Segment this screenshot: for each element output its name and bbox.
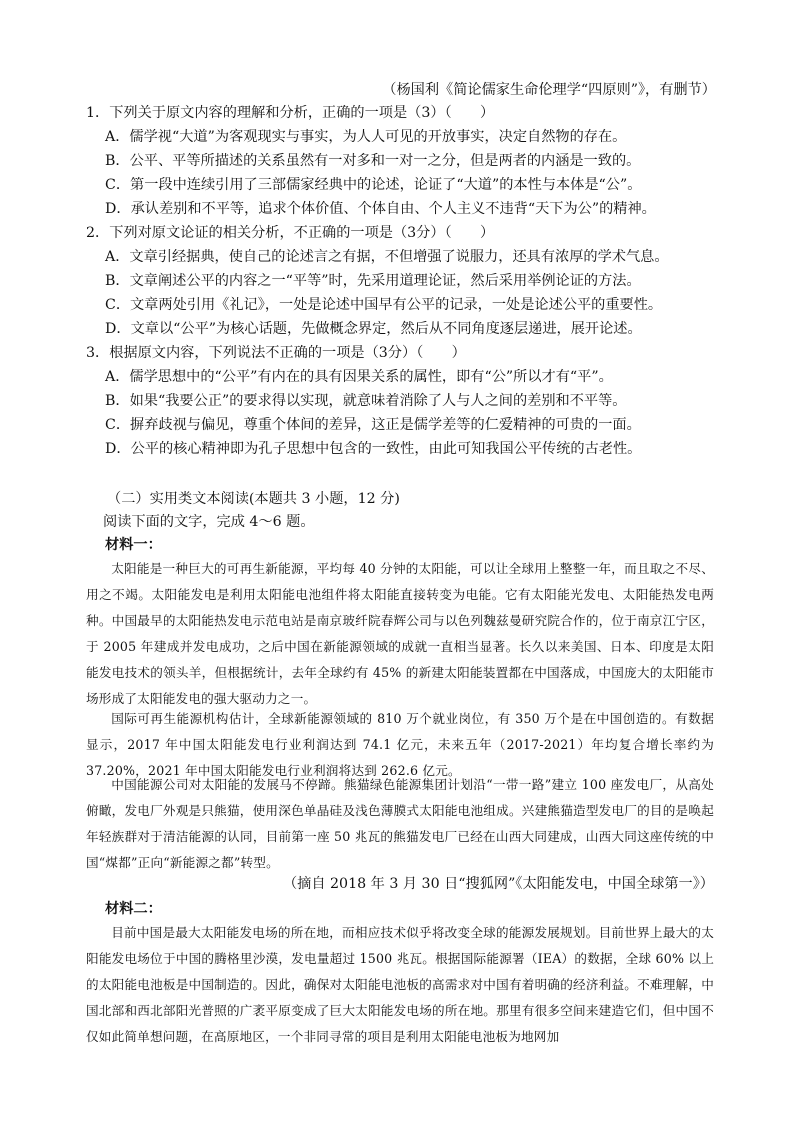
question-3-stem: 3．根据原文内容，下列说法不正确的一项是（3分）（ ） bbox=[86, 345, 466, 361]
material-1-heading: 材料一： bbox=[105, 537, 162, 553]
question-3-option-a: A．儒学思想中的“公平”有内在的具有因果关系的属性，即有“公”所以才有“平”。 bbox=[105, 369, 613, 385]
material-2-heading: 材料二： bbox=[105, 901, 162, 917]
question-2-option-d: D．文章以“公平”为核心话题，先做概念界定，然后从不同角度逐层递进，展开论述。 bbox=[105, 321, 642, 337]
source-citation: （杨国利《简论儒家生命伦理学“四原则”》，有删节） bbox=[382, 82, 716, 98]
question-1-option-a: A．儒学视“大道”为客观现实与事实，为人人可见的开放事实，决定自然物的存在。 bbox=[105, 129, 627, 145]
question-1-stem: 1．下列关于原文内容的理解和分析，正确的一项是（3）（ ） bbox=[86, 105, 495, 121]
question-2-option-c: C．文章两处引用《礼记》，一处是论述中国早有公平的记录，一处是论述公平的重要性。 bbox=[105, 297, 663, 313]
reading-instruction: 阅读下面的文字，完成 4～6 题。 bbox=[103, 514, 315, 530]
material-2-paragraph-1: 目前中国是最大太阳能发电场的所在地，而相应技术似乎将改变全球的能源发展规划。目前世界上最大的太阳能发电场位于中国的腾格里沙漠，发电量超过 1500 兆瓦。根据国际能源署（IEA）的数据，全球 60% 以上的太阳能电池板是中国制造的。因此，确保对太阳能电池板的高需求对中国有着明确的经济利益。不难理解，中国北部和西北部阳光普照的广袤平原变成了巨大太阳能发电场的所在地。那里有很多空间来建造它们，但中国不仅如此简单想问题，在高原地区，一个非同寻常的项目是利用太阳能电池板为地网加 bbox=[86, 925, 714, 1044]
section-title: （二）实用类文本阅读(本题共 3 小题，12 分) bbox=[107, 491, 400, 507]
question-2-option-a: A．文章引经据典，使自己的论述言之有据，不但增强了说服力，还具有浓厚的学术气息。 bbox=[105, 249, 669, 265]
question-3-option-b: B．如果“我要公正”的要求得以实现，就意味着消除了人与人之间的差别和不平等。 bbox=[105, 393, 627, 409]
material-1-paragraph-1: 太阳能是一种巨大的可再生新能源，平均每 40 分钟的太阳能，可以让全球用上整整一年，而且取之不尽、用之不竭。太阳能发电是利用太阳能电池组件将太阳能直接转变为电能。它有太阳能光发电、太阳能热发电两种。中国最早的太阳能热发电示范电站是南京玻纤院春辉公司与以色列魏兹曼研究院合作的，位于南京江宁区，于 2005 年建成并发电成功，之后中国在新能源领域的成就一直相当显著。长久以来美国、日本、印度是太阳能发电技术的领头羊，但根据统计，去年全球约有 45% 的新建太阳能装置都在中国落成，中国庞大的太阳能市场形成了太阳能发电的强大驱动力之一。 bbox=[86, 561, 714, 706]
question-3-option-c: C．摒弃歧视与偏见，尊重个体间的差异，这正是儒学差等的仁爱精神的可贵的一面。 bbox=[105, 417, 641, 433]
material-1-citation: （摘自 2018 年 3 月 30 日“搜狐网”《太阳能发电，中国全球第一》） bbox=[282, 876, 714, 892]
question-2-option-b: B．文章阐述公平的内容之一“平等”时，先采用道理论证，然后采用举例论证的方法。 bbox=[105, 273, 641, 289]
question-1-option-b: B．公平、平等所描述的关系虽然有一对多和一对一之分，但是两者的内涵是一致的。 bbox=[105, 153, 641, 169]
question-2-stem: 2．下列对原文论证的相关分析，不正确的一项是（3分）（ ） bbox=[86, 225, 495, 241]
material-1-paragraph-2: 国际可再生能源机构估计，全球新能源领域的 810 万个就业岗位，有 350 万个是在中国创造的。有数据显示，2017 年中国太阳能发电行业利润达到 74.1 亿元，未来五年（2017-2021）年均复合增长率约为 37.20%，2021 年中国太阳能发电行业利润将达到 262.6 亿元。 bbox=[86, 711, 714, 778]
question-3-option-d: D．公平的核心精神即为孔子思想中包含的一致性，由此可知我国公平传统的古老性。 bbox=[105, 441, 642, 457]
question-1-option-c: C．第一段中连续引用了三部儒家经典中的论述，论证了“大道”的本性与本体是“公”。 bbox=[105, 177, 642, 193]
material-1-paragraph-3: 中国能源公司对太阳能的发展马不停蹄。熊猫绿色能源集团计划沿“一带一路”建立 100 座发电厂，从高处俯瞰，发电厂外观是只熊猫，使用深色单晶硅及浅色薄膜式太阳能电池组成。兴建熊猫造型发电厂的目的是唤起年轻族群对于清洁能源的认同，目前第一座 50 兆瓦的熊猫发电厂已经在山西大同建成，山西大同这座传统的中国“煤都”正向“新能源之都”转型。 bbox=[86, 777, 714, 870]
question-1-option-d: D．承认差别和不平等，追求个体价值、个体自由、个人主义不违背“天下为公”的精神。 bbox=[105, 201, 656, 217]
